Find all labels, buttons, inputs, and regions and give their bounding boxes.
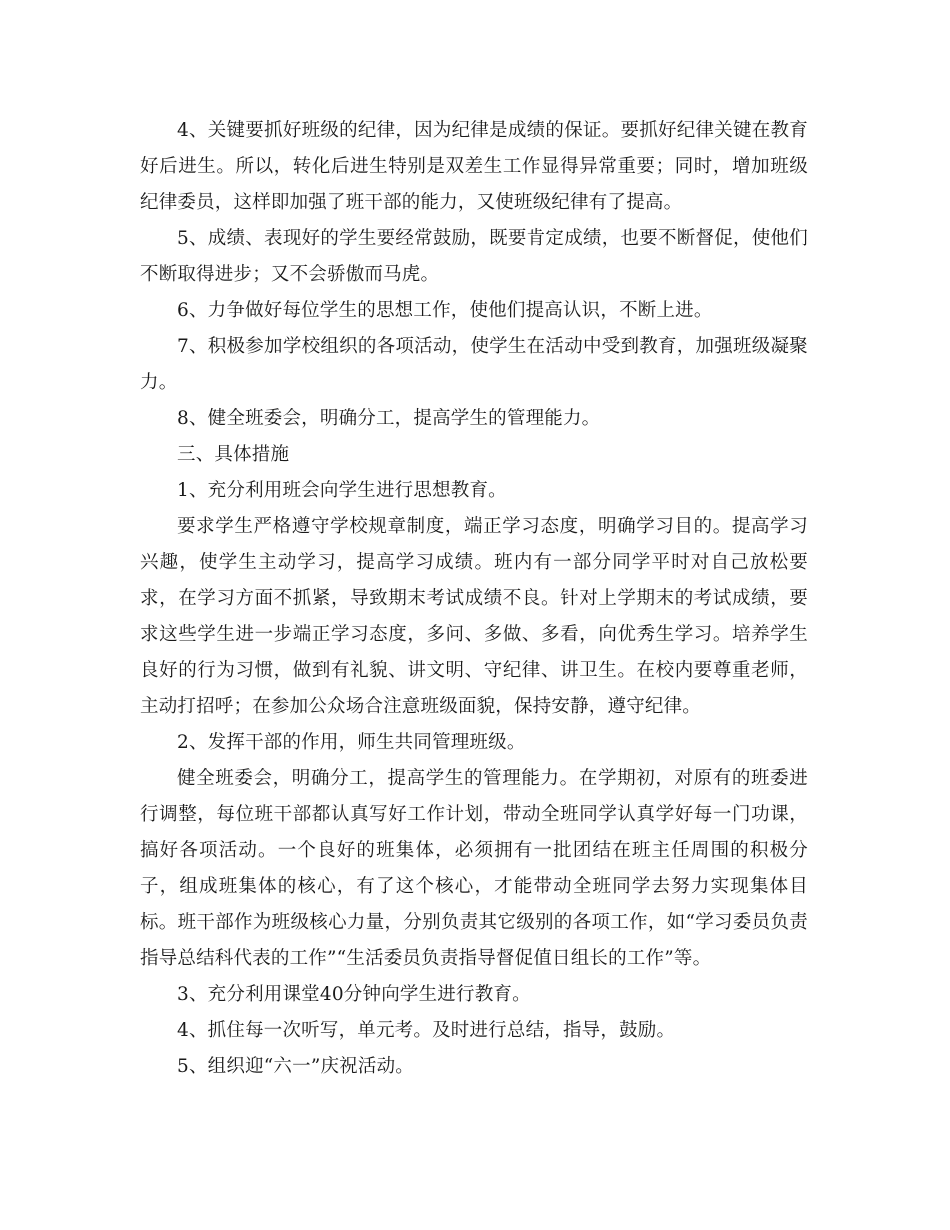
paragraph-dictation: 4、抓住每一次听写，单元考。及时进行总结，指导，鼓励。 <box>177 1020 676 1041</box>
document-body <box>140 113 808 1085</box>
paragraph-requirements: 要求学生严格遵守学校规章制度，端正学习态度，明确学习目的。提高学习兴趣，使学生主动学习，提高学习成绩。班内有一部分同学平时对自己放松要求，在学习方面不抓紧，导致期末考试成绩不良。针对上学期末的考试成绩，要求这些学生进一步端正学习态度，多问、多做、多看，向优秀生学习。培养学生良好的行为习惯，做到有礼貌、讲文明、守纪律、讲卫生。在校内要尊重老师，主动打招呼；在参加公众场合注意班级面貌，保持安静，遵守纪律。 <box>140 516 808 717</box>
paragraph-childrens-day: 5、组织迎“六一”庆祝活动。 <box>177 1056 414 1077</box>
paragraph-classroom: 3、充分利用课堂40分钟向学生进行教育。 <box>177 984 531 1005</box>
paragraph-class-meeting: 1、充分利用班会向学生进行思想教育。 <box>177 480 507 501</box>
paragraph-thought-work: 6、力争做好每位学生的思想工作，使他们提高认识，不断上进。 <box>177 300 713 321</box>
paragraph-cadre-role: 2、发挥干部的作用，师生共同管理班级。 <box>177 732 526 753</box>
paragraph-activities: 7、积极参加学校组织的各项活动，使学生在活动中受到教育，加强班级凝聚力。 <box>140 336 808 393</box>
paragraph-discipline: 4、关键要抓好班级的纪律，因为纪律是成绩的保证。要抓好纪律关键在教育好后进生。所以，转化后进生特别是双差生工作显得异常重要；同时，增加班级纪律委员，这样即加强了班干部的能力，又使班级纪律有了提高。 <box>140 120 808 213</box>
paragraph-encourage: 5、成绩、表现好的学生要经常鼓励，既要肯定成绩，也要不断督促，使他们不断取得进步；又不会骄傲而马虎。 <box>140 228 808 285</box>
paragraph-committee-detail: 健全班委会，明确分工，提高学生的管理能力。在学期初，对原有的班委进行调整，每位班干部都认真写好工作计划，带动全班同学认真学好每一门功课，搞好各项活动。一个良好的班集体，必须拥有一批团结在班主任周围的积极分子，组成班集体的核心，有了这个核心，才能带动全班同学去努力实现集体目标。班干部作为班级核心力量，分别负责其它级别的各项工作，如“学习委员负责指导总结科代表的工作”“生活委员负责指导督促值日组长的工作”等。 <box>140 768 808 969</box>
paragraph-class-committee: 8、健全班委会，明确分工，提高学生的管理能力。 <box>177 408 601 429</box>
section-heading-measures: 三、具体措施 <box>177 444 290 465</box>
